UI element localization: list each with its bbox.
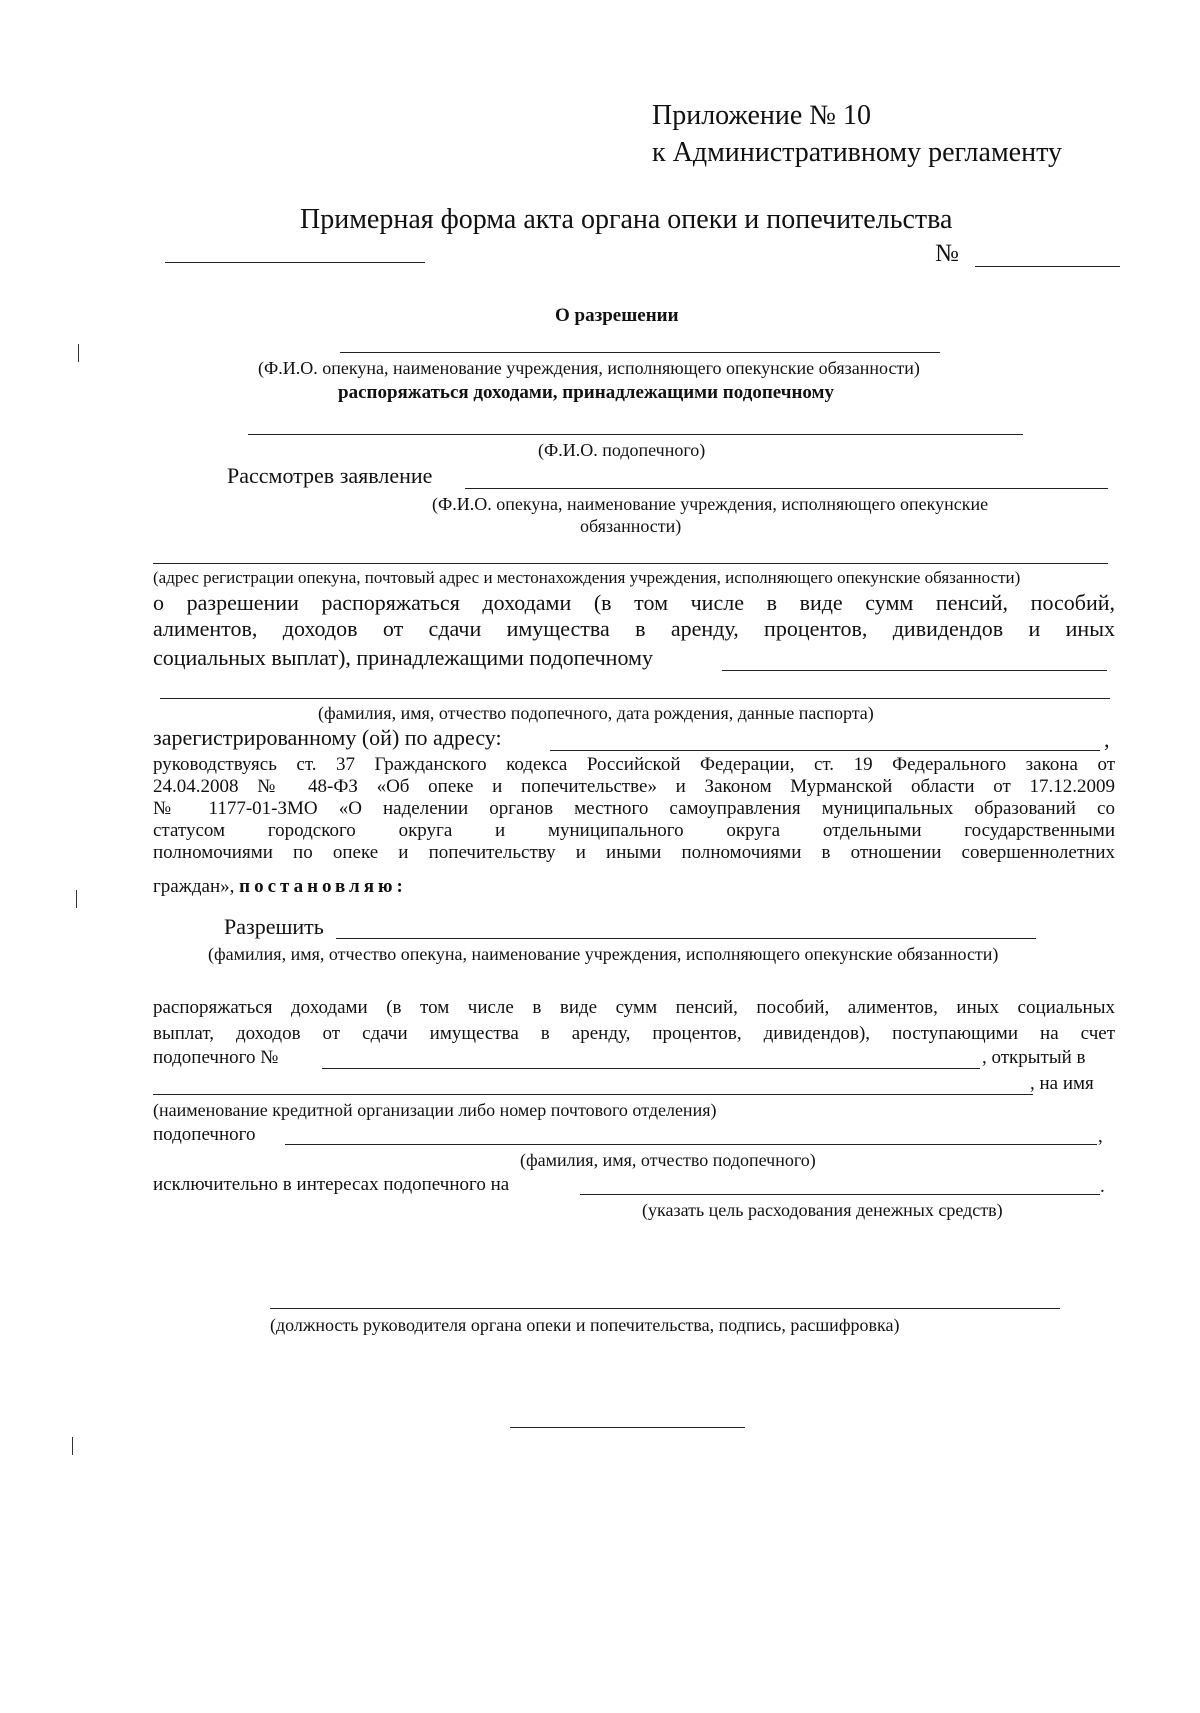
hint-guardian-2b: обязанности) [580,516,682,536]
request-line-2: алиментов, доходов от сдачи имущества в аренду, процентов, дивидендов и иных [153,616,1115,641]
ward-name-blank-line [285,1144,1097,1145]
hint-guardian-1: (Ф.И.О. опекуна, наименование учреждения, исполняющего опекунские обязанности) [258,358,920,378]
appendix-line-2: к Административному регламенту [652,137,1062,168]
request-line-1: о разрешении распоряжаться доходами (в том числе в виде сумм пенсий, пособий, [153,590,1115,615]
dispose-line-3b: , открытый в [982,1047,1086,1068]
form-title: Примерная форма акта органа опеки и попечительства [300,204,953,235]
resolve-word: постановляю: [239,876,407,897]
hint-guardian-3: (фамилия, имя, отчество опекуна, наименование учреждения, исполняющего опекунские обязанности) [208,944,999,964]
hint-bank: (наименование кредитной организации либо номер почтового отделения) [153,1100,717,1120]
hint-purpose: (указать цель расходования денежных средств) [642,1200,1003,1220]
subject-title: О разрешении [555,305,679,326]
scan-mark-1 [78,344,79,362]
dispose-line-1: распоряжаться доходами (в том числе в виде сумм пенсий, пособий, алиментов, иных социальных [153,997,1115,1018]
legal-line-6a: граждан», [153,876,235,897]
ward-blank-line-2 [722,670,1107,671]
registered-comma: , [1104,727,1110,752]
scan-mark-3 [72,1437,73,1455]
dispose-line-3a: подопечного № [153,1047,279,1068]
legal-line-3: № 1177-01-ЗМО «О наделении органов местного самоуправления муниципальных образований со [153,798,1115,819]
permission-line: распоряжаться доходами, принадлежащими подопечному [338,382,834,403]
allowed-guardian-blank-line [336,938,1036,939]
registered-label: зарегистрированному (ой) по адресу: [153,725,502,750]
bottom-separator [510,1427,745,1428]
legal-basis-paragraph [153,754,1115,864]
considered-label: Рассмотрев заявление [227,463,433,488]
number-blank-line [975,266,1120,267]
ward-blank-line-3 [160,698,1110,699]
guardian-blank-line-1 [340,352,940,353]
hint-ward-1: (Ф.И.О. подопечного) [538,440,706,460]
purpose-blank-line [580,1194,1100,1195]
request-paragraph [153,590,1115,642]
legal-line-1: руководствуясь ст. 37 Гражданского кодекса Российской Федерации, ст. 19 Федерального закона от [153,754,1115,775]
legal-line-4: статусом городского округа и муниципального округа отдельными государственными [153,820,1115,841]
hint-ward-full: (фамилия, имя, отчество подопечного, дата рождения, данные паспорта) [318,703,874,723]
bank-blank-line [153,1094,1033,1095]
appendix-line-1: Приложение № 10 [652,100,871,131]
interest-label: исключительно в интересах подопечного на [153,1174,510,1195]
hint-guardian-2a: (Ф.И.О. опекуна, наименование учреждения, исполняющего опекунские [432,494,989,514]
hint-signature: (должность руководителя органа опеки и попечительства, подпись, расшифровка) [270,1315,900,1335]
legal-line-6 [153,876,407,898]
ward-label: подопечного [153,1124,256,1145]
purpose-period: . [1100,1176,1105,1197]
ward-comma: , [1098,1126,1103,1147]
applicant-blank-line [465,488,1108,489]
dispose-line-4b: , на имя [1030,1073,1094,1094]
legal-line-5: полномочиями по опеке и попечительству и иными полномочиями в отношении совершеннолетних [153,842,1115,863]
dispose-line-2: выплат, доходов от сдачи имущества в аренду, процентов, дивидендов), поступающими на счет [153,1023,1115,1044]
registered-blank-line [550,750,1100,751]
allow-label: Разрешить [224,914,324,939]
scan-mark-2 [76,890,77,908]
number-label: № [935,240,959,267]
date-blank-line [165,262,425,263]
address-blank-line [153,563,1108,564]
hint-ward-2: (фамилия, имя, отчество подопечного) [520,1150,816,1170]
dispose-paragraph [153,995,1115,1047]
hint-address: (адрес регистрации опекуна, почтовый адрес и местонахождения учреждения, исполняющего опекунские обязанности) [153,568,1021,587]
account-blank-line [322,1068,980,1069]
signature-blank-line [270,1308,1060,1309]
legal-line-2: 24.04.2008 № 48-ФЗ «Об опеке и попечительстве» и Законом Мурманской области от 17.12.2009 [153,776,1115,797]
ward-blank-line-1 [248,434,1023,435]
request-line-3: социальных выплат), принадлежащими подопечному [153,645,653,670]
